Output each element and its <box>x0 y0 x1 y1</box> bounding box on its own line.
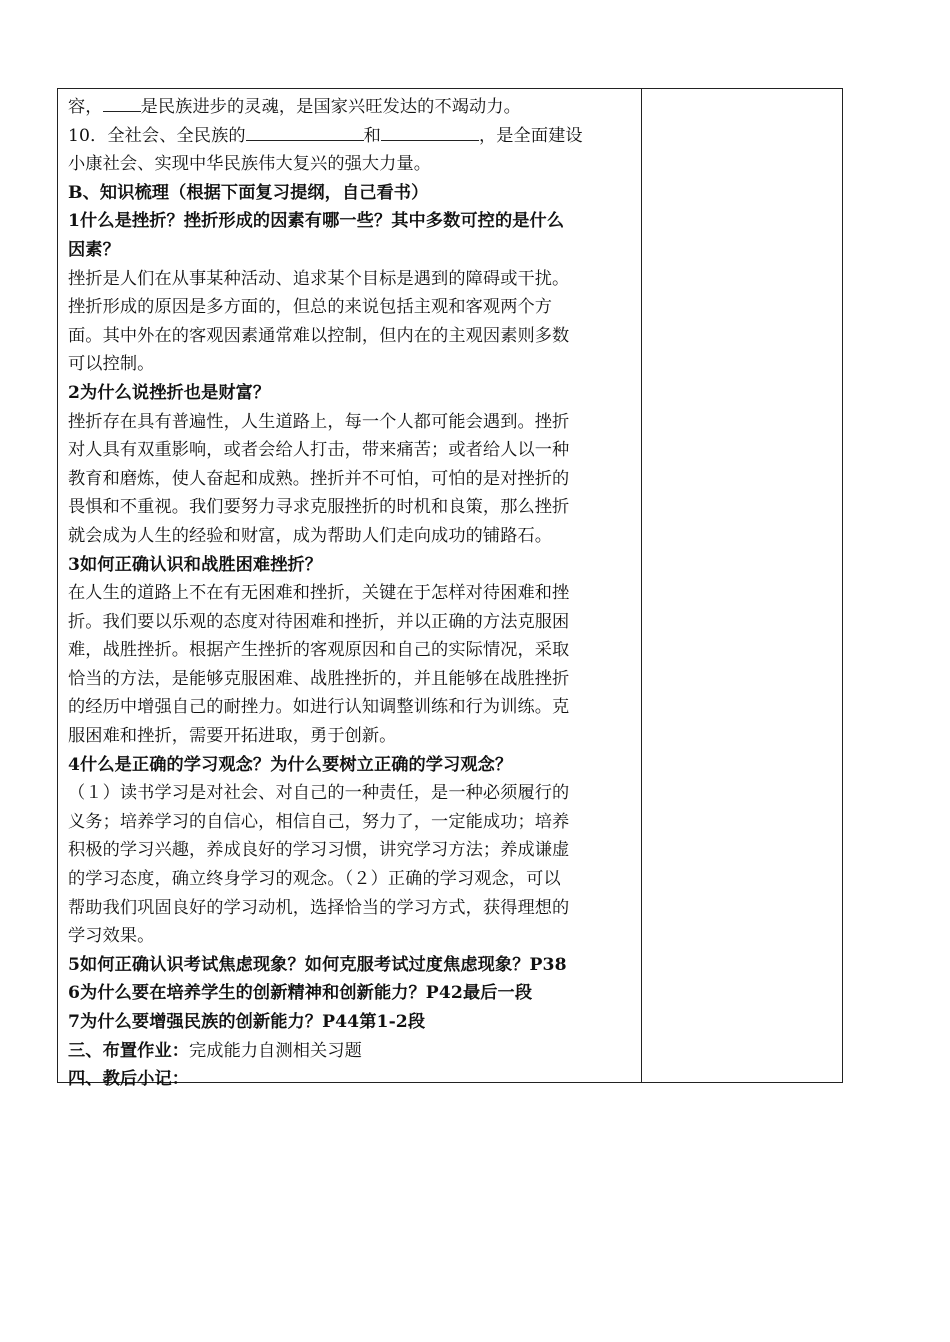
text-line <box>68 779 633 808</box>
text-segment: 义务；培养学习的自信心，相信自己，努力了，一定能成功；培养 <box>68 811 570 832</box>
text-line <box>68 951 633 980</box>
text-line <box>68 465 633 494</box>
text-segment: 5如何正确认识考试焦虑现象？如何克服考试过度焦虑现象？P38 <box>68 954 567 975</box>
text-line <box>68 608 633 637</box>
text-segment: （１）读书学习是对社会、对自己的一种责任，是一种必须履行的 <box>68 783 570 804</box>
text-line <box>68 236 633 265</box>
notes-column <box>642 89 842 1082</box>
content-column <box>58 89 642 1090</box>
text-segment: 挫折形成的原因是多方面的，但总的来说包括主观和客观两个方 <box>68 297 553 318</box>
text-segment: 学习效果。 <box>68 926 155 947</box>
fill-in-blank[interactable] <box>246 122 364 141</box>
text-line <box>68 693 633 722</box>
text-segment: 折。我们要以乐观的态度对待困难和挫折，并以正确的方法克服困 <box>68 611 570 632</box>
text-segment: 四、教后小记： <box>68 1069 190 1090</box>
text-line <box>68 379 633 408</box>
text-segment: 挫折存在具有普遍性，人生道路上，每一个人都可能会遇到。挫折 <box>68 411 570 432</box>
text-line <box>68 865 633 894</box>
text-line <box>68 150 633 179</box>
text-segment: 畏惧和不重视。我们要努力寻求克服挫折的时机和良策，那么挫折 <box>68 497 570 518</box>
text-segment: 服困难和挫折，需要开拓进取，勇于创新。 <box>68 726 397 747</box>
text-line <box>68 350 633 379</box>
text-segment: 10．全社会、全民族的 <box>68 125 246 146</box>
text-segment: ，是全面建设 <box>478 125 583 146</box>
text-segment: 就会成为人生的经验和财富，成为帮助人们走向成功的铺路石。 <box>68 525 553 546</box>
text-segment: 3如何正确认识和战胜困难挫折？ <box>68 554 323 575</box>
text-segment: 的学习态度，确立终身学习的观念。（２）正确的学习观念，可以 <box>68 869 561 890</box>
text-line <box>68 293 633 322</box>
text-line <box>68 836 633 865</box>
text-line <box>68 979 633 1008</box>
text-segment: 4什么是正确的学习观念？为什么要树立正确的学习观念？ <box>68 754 513 775</box>
text-line <box>68 93 633 122</box>
text-line <box>68 179 633 208</box>
text-segment: 对人具有双重影响，或者会给人打击，带来痛苦；或者给人以一种 <box>68 440 570 461</box>
text-line <box>68 322 633 351</box>
fill-in-blank[interactable] <box>381 122 479 141</box>
text-segment: 挫折是人们在从事某种活动、追求某个目标是遇到的障碍或干扰。 <box>68 268 570 289</box>
text-segment: 在人生的道路上不在有无困难和挫折，关键在于怎样对待困难和挫 <box>68 583 570 604</box>
text-line <box>68 551 633 580</box>
text-line <box>68 636 633 665</box>
text-line <box>68 665 633 694</box>
text-line <box>68 436 633 465</box>
text-line <box>68 265 633 294</box>
text-line <box>68 722 633 751</box>
text-line <box>68 207 633 236</box>
text-segment: 1什么是挫折？挫折形成的因素有哪一些？其中多数可控的是什么 <box>68 211 565 232</box>
text-line <box>68 522 633 551</box>
text-segment: 容， <box>68 97 103 117</box>
text-segment: B、知识梳理（根据下面复习提纲，自己看书） <box>68 182 429 203</box>
text-segment: 小康社会、实现中华民族伟大复兴的强大力量。 <box>68 154 432 175</box>
text-segment: 可以控制。 <box>68 354 155 375</box>
text-segment: 三、布置作业： <box>68 1040 190 1061</box>
text-line <box>68 408 633 437</box>
text-segment: 完成能力自测相关习题 <box>189 1040 362 1061</box>
document-table <box>57 88 843 1090</box>
text-line <box>68 922 633 951</box>
text-segment: 6为什么要在培养学生的创新精神和创新能力？P42最后一段 <box>68 983 533 1004</box>
text-segment: 2为什么说挫折也是财富？ <box>68 382 271 403</box>
text-line <box>68 122 633 151</box>
text-line <box>68 1008 633 1037</box>
text-segment: 面。其中外在的客观因素通常难以控制，但内在的主观因素则多数 <box>68 325 570 346</box>
text-line <box>68 751 633 780</box>
fill-in-blank[interactable] <box>103 93 141 112</box>
text-segment: 教育和磨炼，使人奋起和成熟。挫折并不可怕，可怕的是对挫折的 <box>68 468 570 489</box>
text-line <box>68 808 633 837</box>
text-line <box>68 1065 633 1094</box>
text-line <box>68 493 633 522</box>
text-segment: 因素？ <box>68 239 120 260</box>
text-segment: 帮助我们巩固良好的学习动机，选择恰当的学习方式，获得理想的 <box>68 897 570 918</box>
text-segment: 是民族进步的灵魂，是国家兴旺发达的不竭动力。 <box>140 97 521 117</box>
text-line <box>68 1037 633 1066</box>
text-segment: 积极的学习兴趣，养成良好的学习习惯，讲究学习方法；养成谦虚 <box>68 840 570 861</box>
text-segment: 7为什么要增强民族的创新能力？P44第1-2段 <box>68 1012 426 1032</box>
text-line <box>68 894 633 923</box>
text-segment: 难，战胜挫折。根据产生挫折的客观原因和自己的实际情况，采取 <box>68 640 570 661</box>
text-line <box>68 579 633 608</box>
text-segment: 恰当的方法，是能够克服困难、战胜挫折的，并且能够在战胜挫折 <box>68 668 570 689</box>
text-segment: 和 <box>363 125 381 146</box>
text-segment: 的经历中增强自己的耐挫力。如进行认知调整训练和行为训练。克 <box>68 697 570 718</box>
